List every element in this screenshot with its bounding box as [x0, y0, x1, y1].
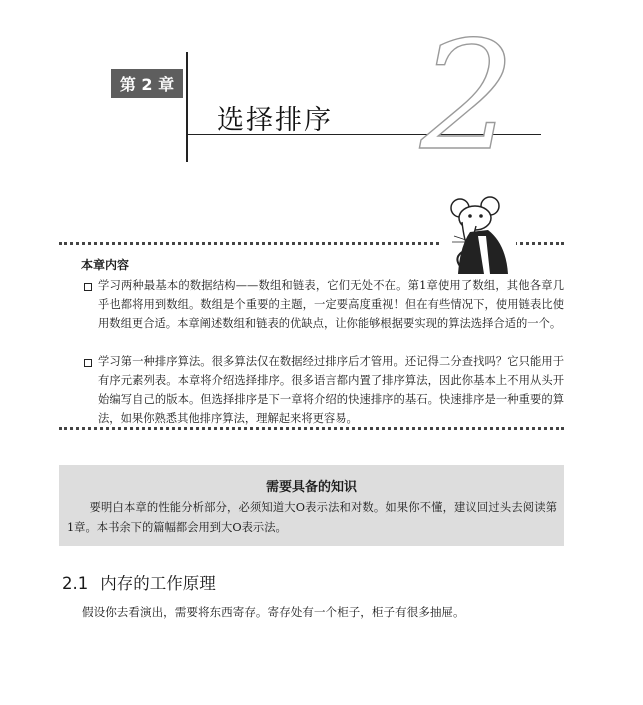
summary-bottom-divider	[59, 427, 564, 430]
rat-mascot-icon	[440, 196, 516, 274]
checkbox-bullet-icon	[84, 283, 92, 291]
body-paragraph: 假设你去看演出，需要将东西寄存。寄存处有一个柜子，柜子有很多抽屉。	[82, 605, 465, 619]
header-vertical-rule	[186, 52, 188, 162]
summary-item: 学习第一种排序算法。很多算法仅在数据经过排序后才管用。还记得二分查找吗？它只能用于有序元素列表。本章将介绍选择排序。很多语言都内置了排序算法，因此你基本上不用从头开始编写自己的版本。但选择排序是下一章将介绍的快速排序的基石。快速排序是一种重要的算法，如果你熟悉其他排序算法，理解起来将更容易。	[98, 355, 564, 425]
prerequisites-title: 需要具备的知识	[265, 480, 357, 495]
checkbox-bullet-icon	[84, 359, 92, 367]
summary-heading: 本章内容	[81, 258, 130, 272]
section-heading	[62, 570, 216, 594]
summary-item: 学习两种最基本的数据结构——数组和链表，它们无处不在。第1章使用了数组，其他各章几乎也都将用到数组。数组是个重要的主题，一定要高度重视！但在有些情况下，使用链表比使用数组更合适。本章阐述数组和链表的优缺点，让你能够根据要实现的算法选择合适的一个。	[98, 279, 564, 330]
chapter-title: 选择排序	[217, 105, 333, 136]
section-number: 2.1	[62, 574, 89, 593]
chapter-label: 第 2 章	[111, 69, 183, 98]
section-title: 内存的工作原理	[100, 574, 216, 593]
prerequisites-text: 要明白本章的性能分析部分，必须知道大O表示法和对数。如果你不懂，建议回过头去阅读第1章。本书余下的篇幅都会用到大O表示法。	[67, 501, 557, 534]
chapter-number-decorative: 2	[420, 10, 516, 184]
